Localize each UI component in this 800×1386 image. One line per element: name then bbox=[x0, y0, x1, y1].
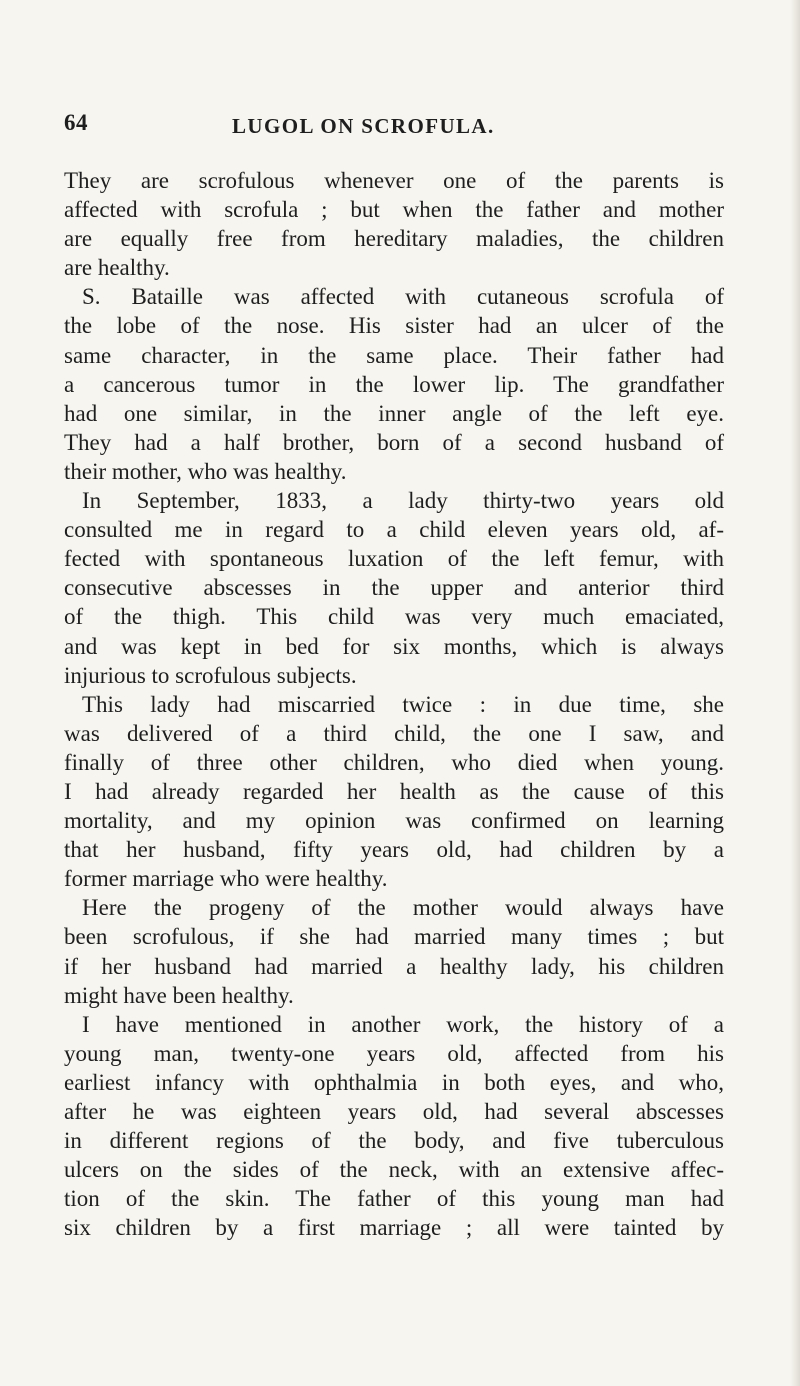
text-line: affected with scrofula ; but when the father and mother bbox=[64, 197, 724, 223]
text-line: I have mentioned in another work, the history of a bbox=[82, 1011, 724, 1037]
text-line: They are scrofulous whenever one of the parents is bbox=[64, 168, 724, 193]
text-line: consecutive abscesses in the upper and anterior third bbox=[64, 575, 724, 601]
page-header bbox=[64, 110, 724, 146]
text-line: might have been healthy. bbox=[64, 982, 294, 1008]
text-line: in different regions of the body, and five tuberculous bbox=[64, 1128, 724, 1154]
text-line: mortality, and my opinion was confirmed on learning bbox=[64, 808, 724, 834]
text-line: and was kept in bed for six months, which is always bbox=[64, 633, 724, 659]
text-line: after he was eighteen years old, had several abscesses bbox=[64, 1099, 724, 1124]
text-line: injurious to scrofulous subjects. bbox=[64, 662, 357, 688]
text-line: tion of the skin. The father of this young man had bbox=[64, 1186, 724, 1212]
text-line: I had already regarded her health as the cause of this bbox=[64, 778, 724, 804]
text-line: same character, in the same place. Their father had bbox=[64, 342, 724, 368]
text-line: a cancerous tumor in the lower lip. The grandfather bbox=[64, 371, 724, 397]
text-line: In September, 1833, a lady thirty-two years old bbox=[82, 488, 724, 514]
text-line: young man, twenty-one years old, affected from his bbox=[64, 1040, 724, 1066]
page-edge bbox=[790, 0, 800, 1386]
page-number: 64 bbox=[64, 110, 88, 135]
text-line: been scrofulous, if she had married many times ; but bbox=[64, 924, 724, 950]
text-line: They had a half brother, born of a second husband of bbox=[64, 429, 724, 455]
text-line: earliest infancy with ophthalmia in both eyes, and who, bbox=[64, 1069, 724, 1095]
text-line: was delivered of a third child, the one I saw, and bbox=[64, 720, 724, 746]
text-line: Here the progeny of the mother would always have bbox=[82, 895, 724, 921]
text-line: are equally free from hereditary maladies, the children bbox=[64, 226, 724, 252]
text-line: that her husband, fifty years old, had children by a bbox=[64, 837, 724, 863]
text-line: the lobe of the nose. His sister had an ulcer of the bbox=[64, 313, 724, 339]
text-line: fected with spontaneous luxation of the left femur, with bbox=[64, 546, 724, 572]
text-line: if her husband had married a healthy lady, his children bbox=[64, 953, 724, 979]
text-line: are healthy. bbox=[64, 255, 170, 281]
text-line: ulcers on the sides of the neck, with an extensive affec- bbox=[64, 1157, 724, 1183]
text-line: had one similar, in the inner angle of the left eye. bbox=[64, 400, 724, 426]
text-line: former marriage who were healthy. bbox=[64, 866, 388, 892]
body-text bbox=[64, 166, 724, 1242]
text-line: This lady had miscarried twice : in due time, she bbox=[82, 691, 724, 717]
text-line: S. Bataille was affected with cutaneous scrofula of bbox=[82, 284, 724, 310]
text-line: of the thigh. This child was very much emaciated, bbox=[64, 604, 724, 630]
text-line: six children by a first marriage ; all were tainted by bbox=[64, 1215, 724, 1241]
running-head: LUGOL ON SCROFULA. bbox=[232, 114, 495, 138]
text-line: finally of three other children, who died when young. bbox=[64, 749, 724, 775]
text-line: their mother, who was healthy. bbox=[64, 458, 347, 484]
text-line: consulted me in regard to a child eleven years old, af- bbox=[64, 517, 724, 543]
